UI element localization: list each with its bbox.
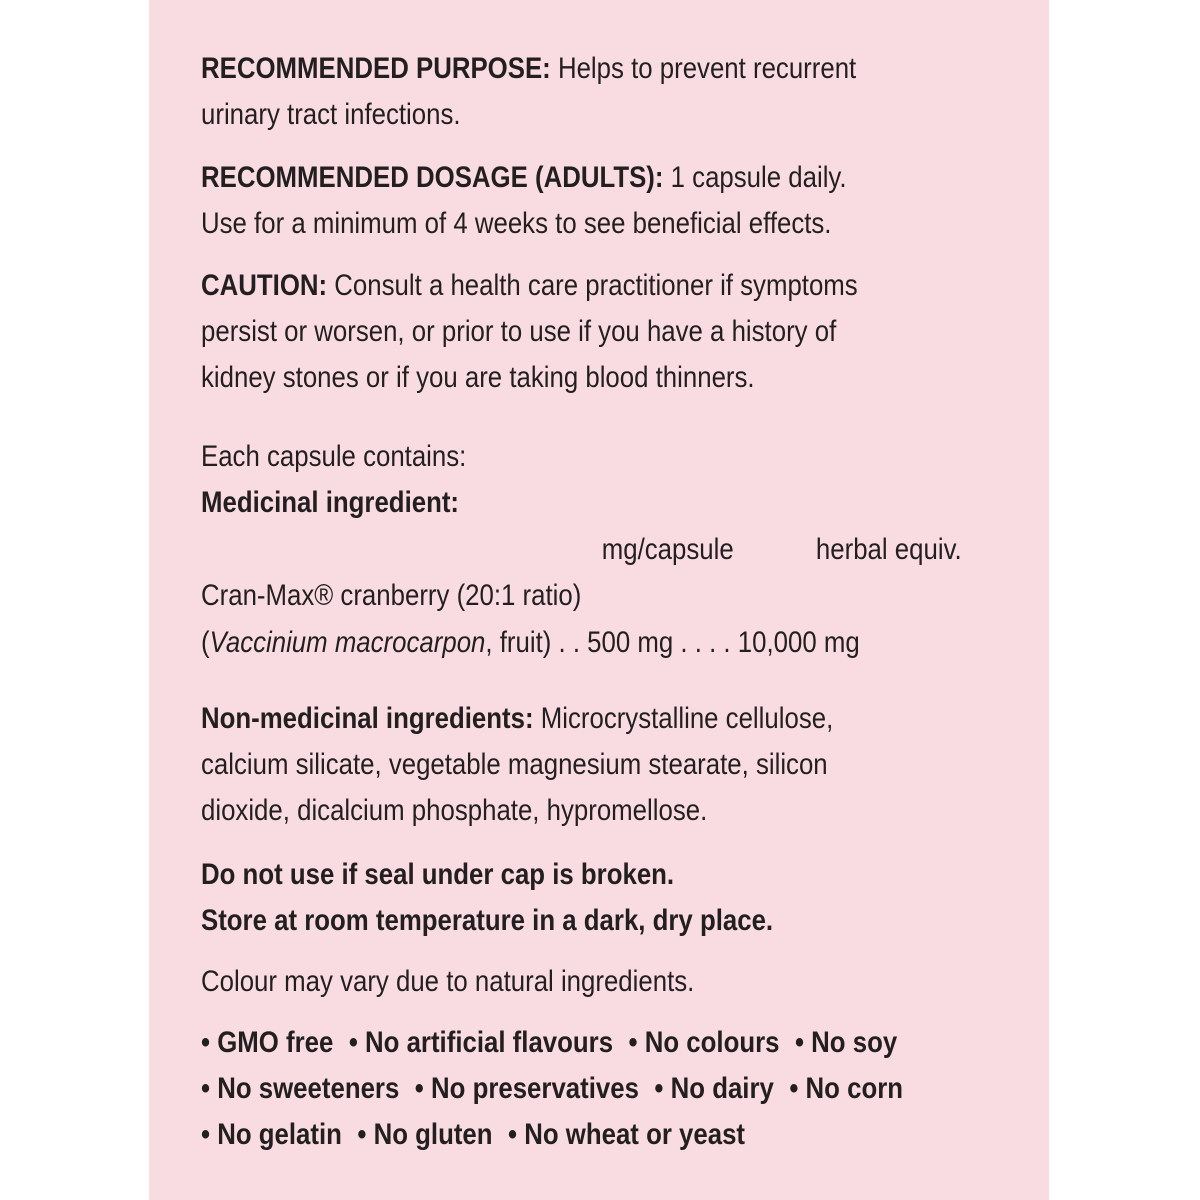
ingredient-latin-name: Vaccinium macrocarpon [209,626,486,659]
claim-no-wheat-or-yeast: • No wheat or yeast [508,1118,746,1151]
non-medicinal-label: Non-medicinal ingredients: [201,702,534,735]
claim-no-sweeteners: • No sweeteners [201,1072,400,1105]
medicinal-heading: Medicinal ingredient: [201,486,460,519]
leader-dots-1: . . [551,626,588,659]
purpose-text-2: urinary tract infections. [201,98,461,131]
claim-no-preservatives: • No preservatives [414,1072,639,1105]
storage-warnings [201,852,906,944]
paren-open: ( [201,626,210,659]
ingredient-row-name [201,573,906,619]
claim-no-soy: • No soy [794,1026,898,1059]
non-medicinal-text-3: dioxide, dicalcium phosphate, hypromellose. [201,794,708,827]
non-medicinal-text-1: Microcrystalline cellulose, [540,702,834,735]
ingredient-row-values [201,620,906,666]
claim-no-gelatin: • No gelatin [201,1118,342,1151]
dosage-text-1: 1 capsule daily. [670,161,847,194]
recommended-dosage [201,155,906,247]
caution-text-2: persist or worsen, or prior to use if you have a history of [201,315,837,348]
free-from-claims [201,1020,906,1158]
ingredient-herbal-equiv: 10,000 mg [737,626,860,659]
claim-no-dairy: • No dairy [654,1072,774,1105]
dosage-text-2: Use for a minimum of 4 weeks to see beneficial effects. [201,207,832,240]
claim-no-corn: • No corn [789,1072,904,1105]
purpose-text-1: Helps to prevent recurrent [557,52,857,85]
ingredient-mg: 500 mg [587,626,674,659]
caution [201,263,906,401]
seal-warning: Do not use if seal under cap is broken. [201,858,675,891]
non-medicinal-text-2: calcium silicate, vegetable magnesium stearate, silicon [201,748,828,781]
caution-label: CAUTION: [201,269,328,302]
leader-dots-2: . . . . [673,626,738,659]
storage-instruction: Store at room temperature in a dark, dry place. [201,904,774,937]
claim-no-gluten: • No gluten [357,1118,493,1151]
caution-text-3: kidney stones or if you are taking blood thinners. [201,361,755,394]
claim-no-colours: • No colours [628,1026,780,1059]
caution-text-1: Consult a health care practitioner if symptoms [334,269,858,302]
ingredient-name: Cran-Max® cranberry (20:1 ratio) [201,579,582,612]
purpose-label: RECOMMENDED PURPOSE: [201,52,551,85]
ingredients-intro [201,434,906,526]
claim-no-artificial-flavours: • No artificial flavours [348,1026,614,1059]
colour-note-text: Colour may vary due to natural ingredients. [201,965,695,998]
colour-note [201,959,906,1005]
non-medicinal-ingredients [201,696,906,834]
ingredient-part: , fruit) [485,626,552,659]
recommended-purpose [201,46,906,138]
dosage-label: RECOMMENDED DOSAGE (ADULTS): [201,161,664,194]
claim-gmo-free: • GMO free [201,1026,334,1059]
each-capsule-text: Each capsule contains: [201,440,467,473]
column-mg-per-capsule: mg/capsule [601,533,734,566]
column-herbal-equiv: herbal equiv. [815,533,962,566]
